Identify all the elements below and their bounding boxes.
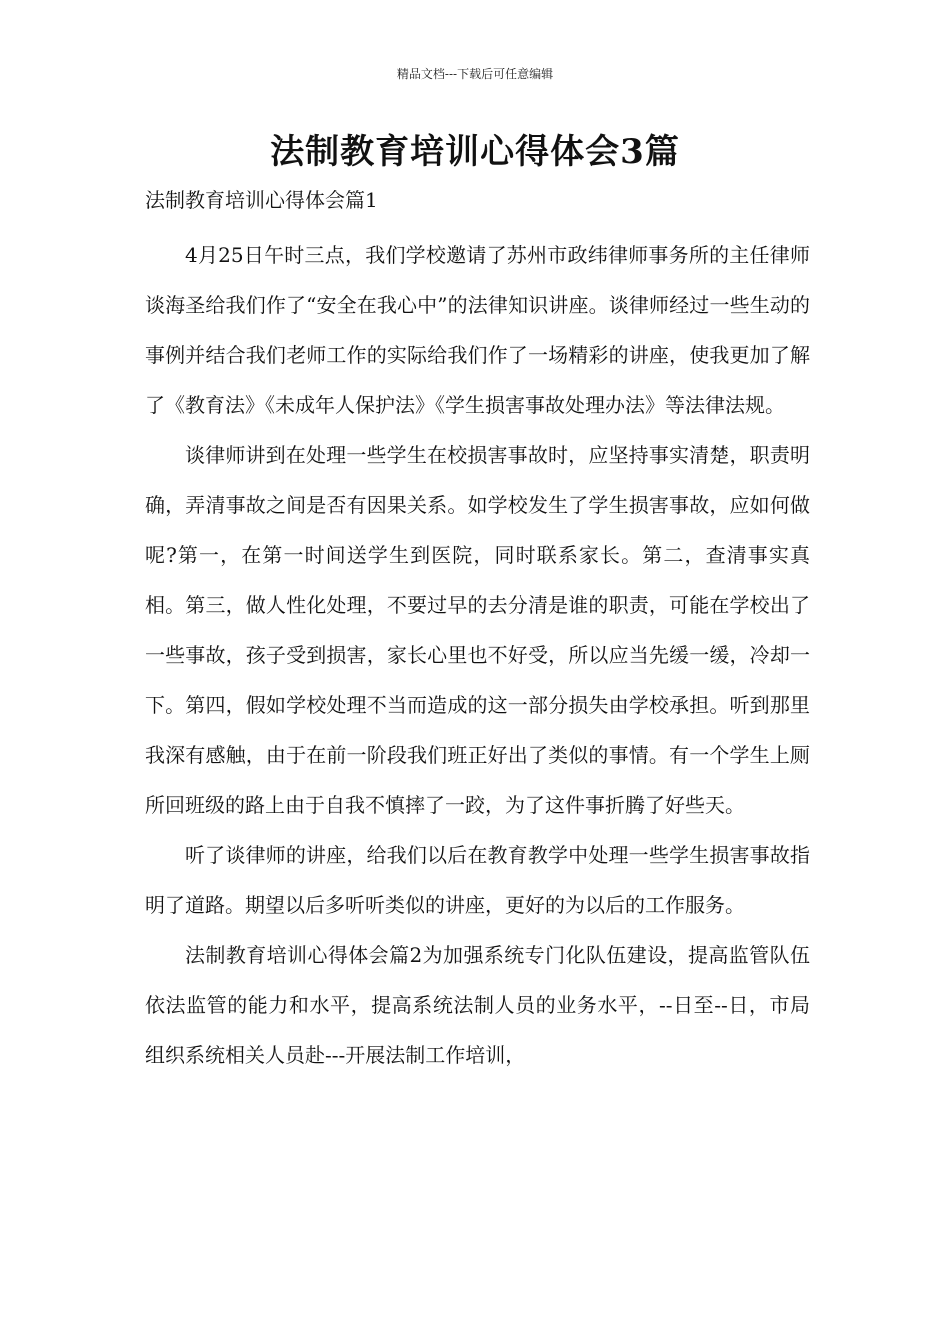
paragraph-4: 法制教育培训心得体会篇2为加强系统专门化队伍建设，提高监管队伍依法监管的能力和水平，提高系统法制人员的业务水平，--日至--日，市局组织系统相关人员赴---开展法制工作培训， <box>145 943 810 1067</box>
section-heading: 法制教育培训心得体会篇1 <box>145 188 378 212</box>
paragraph-3: 听了谈律师的讲座，给我们以后在教育教学中处理一些学生损害事故指明了道路。期望以后多听听类似的讲座，更好的为以后的工作服务。 <box>145 843 810 917</box>
paragraph-1: 4月25日午时三点，我们学校邀请了苏州市政纬律师事务所的主任律师谈海圣给我们作了“安全在我心中”的法律知识讲座。谈律师经过一些生动的事例并结合我们老师工作的实际给我们作了一场精彩的讲座，使我更加了解了《教育法》《未成年人保护法》《学生损害事故处理办法》等法律法规。 <box>145 243 810 417</box>
document-title: 法制教育培训心得体会3篇 <box>270 132 680 172</box>
document-body <box>145 230 810 1080</box>
page-header-note: 精品文档---下载后可任意编辑 <box>396 67 554 81</box>
paragraph-2: 谈律师讲到在处理一些学生在校损害事故时，应坚持事实清楚，职责明确，弄清事故之间是否有因果关系。如学校发生了学生损害事故，应如何做呢?第一，在第一时间送学生到医院，同时联系家长。第二，查清事实真相。第三，做人性化处理，不要过早的去分清是谁的职责，可能在学校出了一些事故，孩子受到损害，家长心里也不好受，所以应当先缓一缓，冷却一下。第四，假如学校处理不当而造成的这一部分损失由学校承担。听到那里我深有感触，由于在前一阶段我们班正好出了类似的事情。有一个学生上厕所回班级的路上由于自我不慎摔了一跤，为了这件事折腾了好些天。 <box>145 443 810 817</box>
